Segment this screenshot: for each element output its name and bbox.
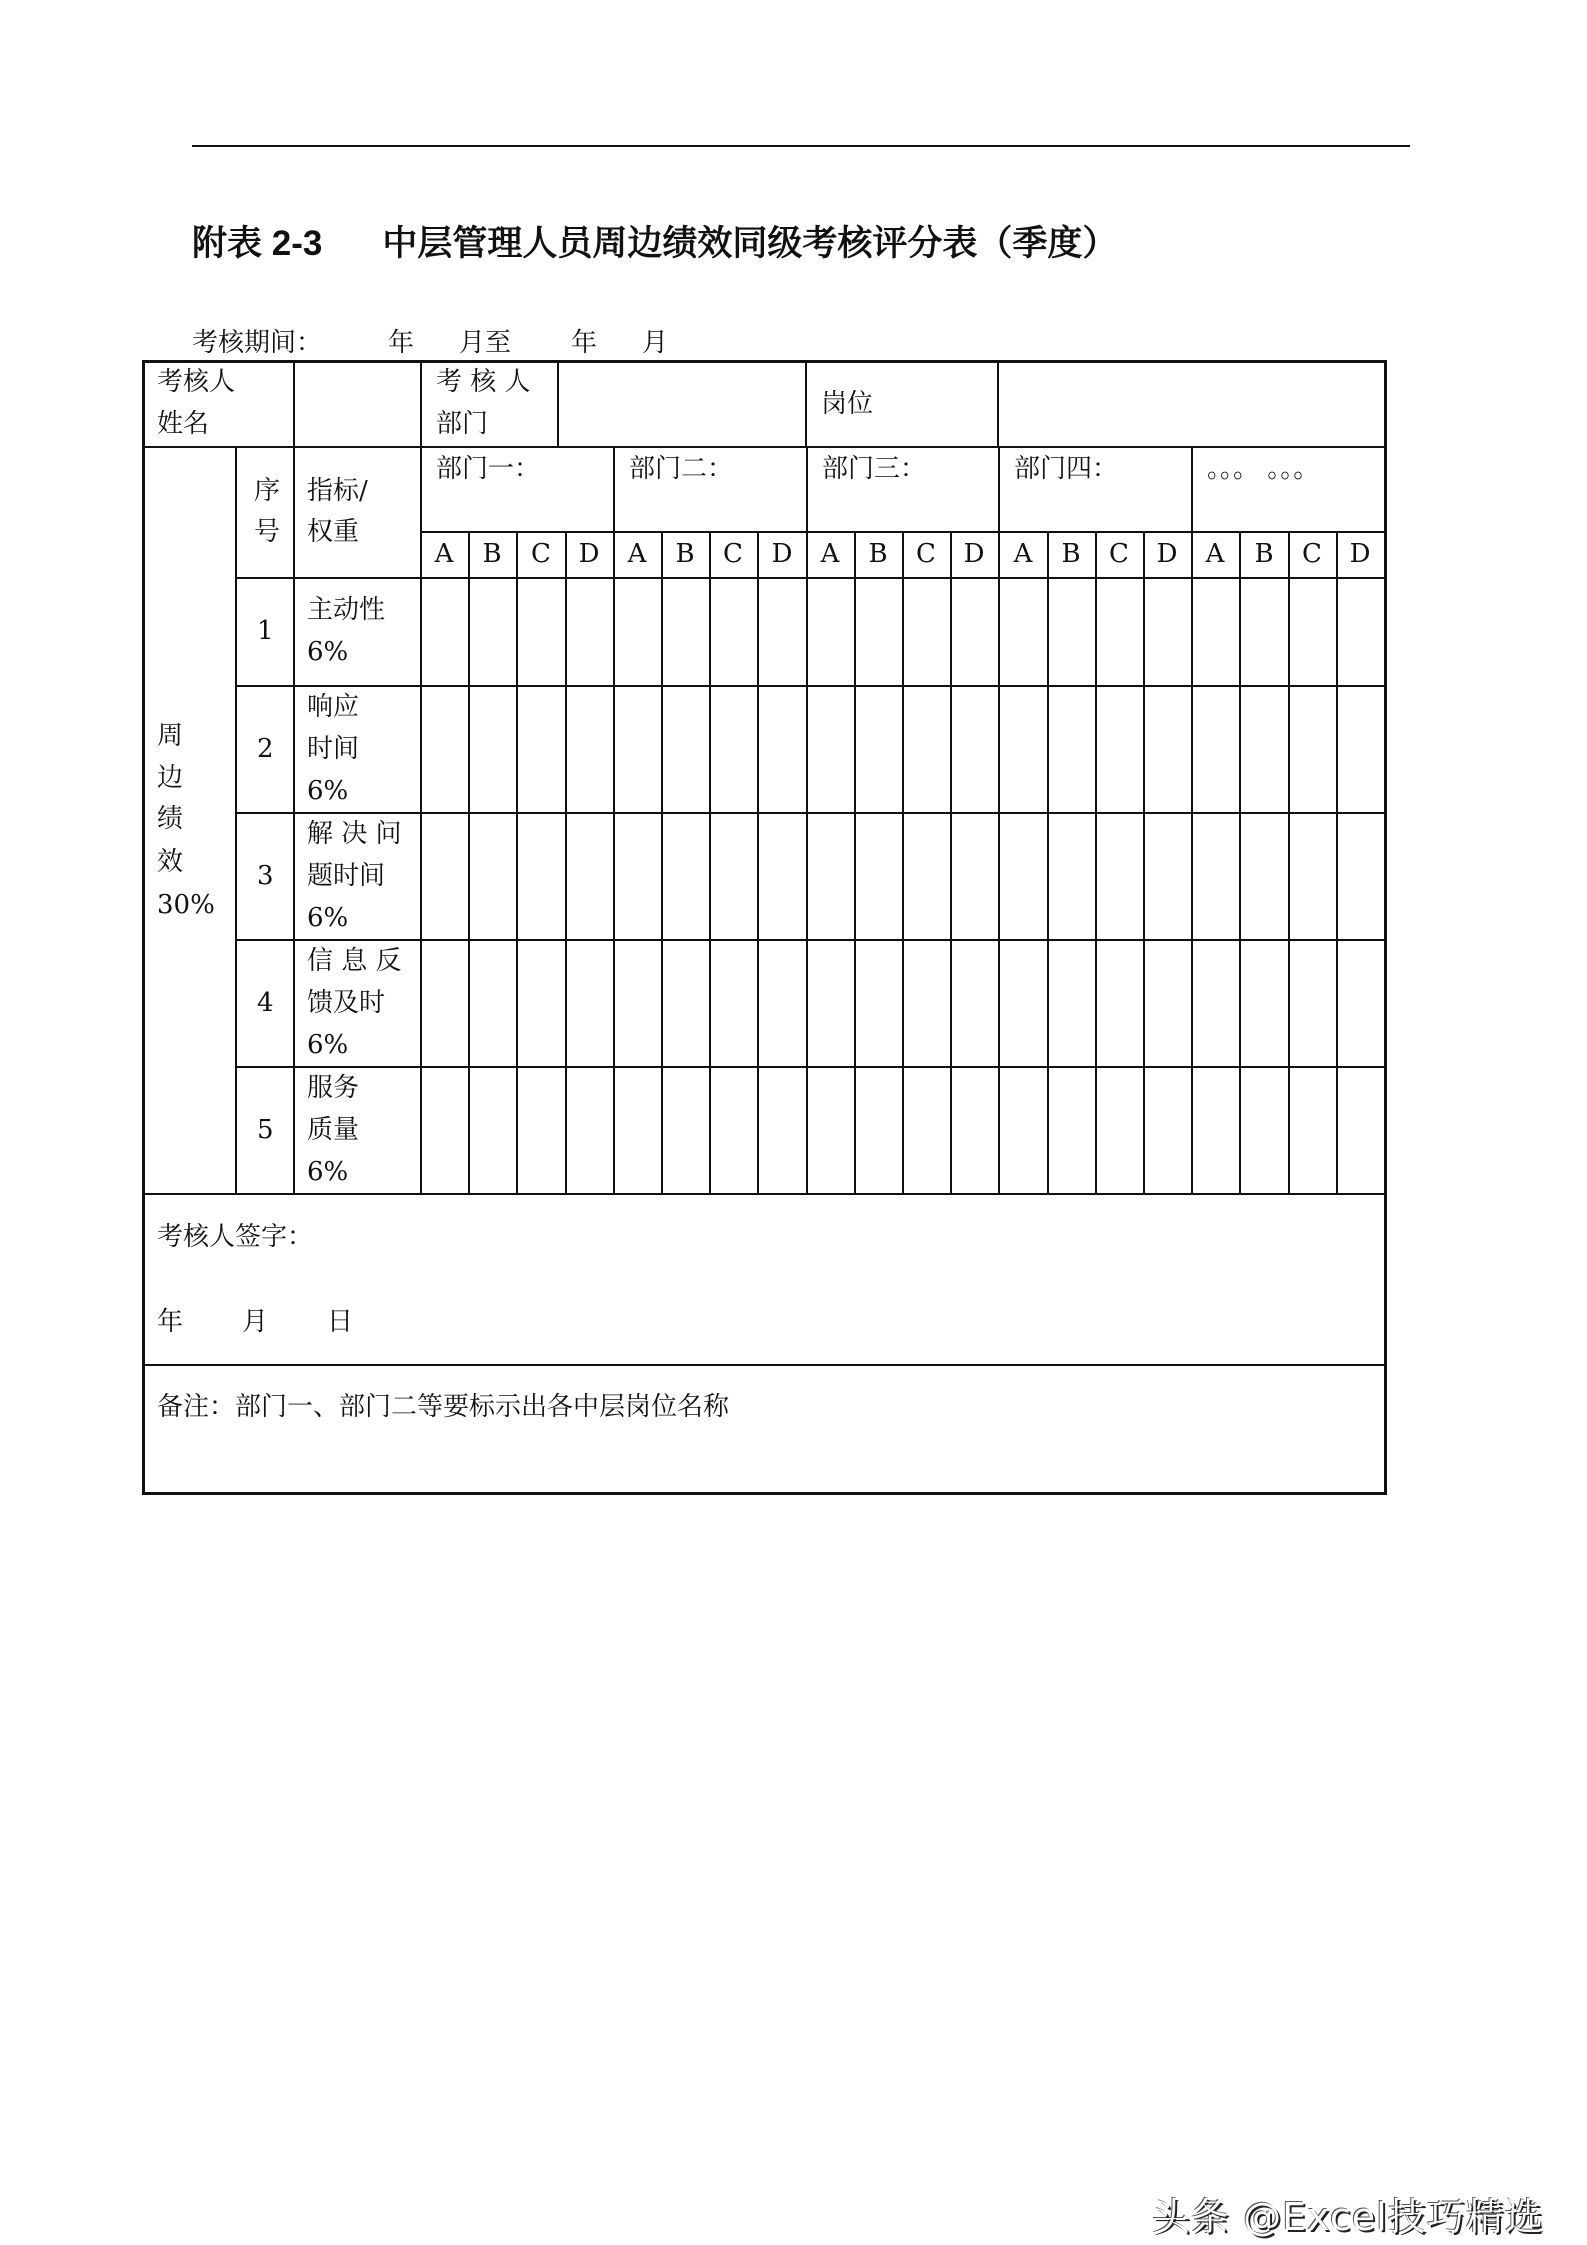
grade-header: B: [868, 539, 888, 569]
score-cell[interactable]: [1338, 687, 1383, 811]
department-header: 部门一：: [436, 454, 541, 484]
score-cell[interactable]: [952, 814, 997, 938]
score-cell[interactable]: [856, 579, 901, 684]
score-cell[interactable]: [615, 687, 660, 811]
remark-note: 备注：部门一、部门二等要标示出各中层岗位名称: [157, 1392, 730, 1422]
score-cell[interactable]: [759, 814, 804, 938]
score-cell[interactable]: [1145, 941, 1190, 1065]
score-cell[interactable]: [1049, 687, 1094, 811]
grade-header: C: [723, 539, 743, 569]
score-cell[interactable]: [1338, 814, 1383, 938]
signature-day: 日: [327, 1307, 354, 1337]
score-cell[interactable]: [1338, 941, 1383, 1065]
grade-header: A: [1013, 539, 1033, 569]
grade-header: C: [1109, 539, 1129, 569]
score-cell[interactable]: [856, 814, 901, 938]
indicator-name: 响应: [307, 691, 360, 722]
period-year-end: 年: [571, 328, 598, 358]
assessor-dept-label-2: 部门: [436, 409, 489, 439]
grade-header: A: [820, 539, 840, 569]
score-cell[interactable]: [1000, 1068, 1045, 1192]
grade-header: A: [1205, 539, 1225, 569]
seq-header-2: 号: [254, 517, 281, 547]
score-cell[interactable]: [904, 1068, 949, 1192]
indicator-name: 6%: [307, 1029, 349, 1060]
score-cell[interactable]: [952, 1068, 997, 1192]
score-cell[interactable]: [759, 1068, 804, 1192]
section-weight: 30%: [157, 890, 215, 920]
indicator-seq: 2: [257, 733, 274, 764]
indicator-name: 馈及时: [307, 987, 386, 1018]
score-cell[interactable]: [470, 687, 515, 811]
watermark: 头条 @Excel技巧精选: [1152, 2195, 1544, 2239]
score-cell[interactable]: [470, 814, 515, 938]
score-cell[interactable]: [952, 941, 997, 1065]
score-cell[interactable]: [808, 941, 853, 1065]
seq-header: 序: [254, 476, 281, 506]
score-cell[interactable]: [663, 687, 708, 811]
grid-line: [143, 1193, 1384, 1195]
indicator-name: 质量: [307, 1114, 360, 1145]
score-cell[interactable]: [615, 1068, 660, 1192]
indicator-name: 6%: [307, 637, 349, 667]
score-cell[interactable]: [759, 687, 804, 811]
grade-header: D: [963, 539, 985, 569]
indicator-name: 时间: [307, 733, 360, 764]
grid-line: [420, 361, 422, 446]
indicator-name: 6%: [307, 902, 349, 933]
score-cell[interactable]: [1193, 941, 1238, 1065]
score-cell[interactable]: [663, 941, 708, 1065]
score-cell[interactable]: [1049, 1068, 1094, 1192]
table-title: 中层管理人员周边绩效同级考核评分表（季度）: [382, 224, 1118, 263]
score-cell[interactable]: [1193, 1068, 1238, 1192]
grade-header: C: [916, 539, 936, 569]
score-cell[interactable]: [518, 1068, 563, 1192]
score-cell[interactable]: [422, 941, 467, 1065]
assessor-name-label-2: 姓名: [157, 409, 210, 439]
score-cell[interactable]: [904, 814, 949, 938]
score-cell[interactable]: [1241, 579, 1286, 684]
grade-header: B: [1061, 539, 1081, 569]
grade-header: B: [675, 539, 695, 569]
score-cell[interactable]: [615, 579, 660, 684]
score-cell[interactable]: [518, 941, 563, 1065]
score-cell[interactable]: [1145, 814, 1190, 938]
grade-header: A: [434, 539, 454, 569]
score-cell[interactable]: [952, 687, 997, 811]
grid-line: [805, 361, 807, 446]
score-cell[interactable]: [1338, 579, 1383, 684]
grid-line: [143, 446, 1384, 448]
score-cell[interactable]: [1193, 687, 1238, 811]
grade-header: B: [482, 539, 502, 569]
score-cell[interactable]: [1049, 941, 1094, 1065]
score-cell[interactable]: [567, 687, 612, 811]
score-cell[interactable]: [856, 941, 901, 1065]
score-cell[interactable]: [1290, 687, 1335, 811]
score-cell[interactable]: [1193, 579, 1238, 684]
indicator-name: 6%: [307, 1156, 349, 1187]
table-number: 附表 2-3: [192, 224, 323, 263]
score-cell[interactable]: [615, 941, 660, 1065]
grid-line: [143, 1364, 1384, 1366]
score-cell[interactable]: [663, 1068, 708, 1192]
grade-header: A: [627, 539, 647, 569]
department-header: 部门二：: [629, 454, 734, 484]
score-cell[interactable]: [1193, 814, 1238, 938]
indicator-header: 指标/: [307, 476, 368, 506]
header-rule: [192, 145, 1410, 147]
score-cell[interactable]: [518, 687, 563, 811]
score-cell[interactable]: [470, 579, 515, 684]
indicator-seq: 4: [257, 987, 274, 1018]
position-field[interactable]: [999, 364, 1379, 444]
signature-month: 月: [242, 1307, 269, 1337]
period-year-start: 年: [388, 328, 415, 358]
page-title: [192, 216, 1177, 266]
score-cell[interactable]: [1290, 579, 1335, 684]
indicator-name: 6%: [307, 775, 349, 806]
score-cell[interactable]: [1097, 941, 1142, 1065]
score-cell[interactable]: [1049, 579, 1094, 684]
indicator-name: 服务: [307, 1072, 360, 1103]
score-cell[interactable]: [1145, 1068, 1190, 1192]
score-cell[interactable]: [1241, 1068, 1286, 1192]
score-cell[interactable]: [711, 687, 756, 811]
score-cell[interactable]: [904, 579, 949, 684]
assessor-dept-label: 考 核 人: [436, 367, 531, 397]
score-cell[interactable]: [711, 1068, 756, 1192]
score-cell[interactable]: [1145, 579, 1190, 684]
score-cell[interactable]: [1097, 814, 1142, 938]
score-cell[interactable]: [808, 687, 853, 811]
grade-header: D: [578, 539, 600, 569]
score-cell[interactable]: [904, 941, 949, 1065]
grade-header: D: [771, 539, 793, 569]
score-cell[interactable]: [759, 941, 804, 1065]
score-cell[interactable]: [1097, 579, 1142, 684]
score-cell[interactable]: [422, 1068, 467, 1192]
score-cell[interactable]: [904, 687, 949, 811]
score-cell[interactable]: [518, 579, 563, 684]
score-cell[interactable]: [711, 814, 756, 938]
score-cell[interactable]: [1000, 579, 1045, 684]
score-cell[interactable]: [808, 814, 853, 938]
score-cell[interactable]: [1241, 687, 1286, 811]
indicator-seq: 3: [257, 860, 274, 891]
score-cell[interactable]: [567, 814, 612, 938]
grade-header: D: [1156, 539, 1178, 569]
period-month-start: 月至: [459, 328, 512, 358]
period-label: 考核期间：: [192, 328, 323, 358]
score-cell[interactable]: [808, 1068, 853, 1192]
score-cell[interactable]: [567, 579, 612, 684]
signature-label: 考核人签字：: [157, 1222, 314, 1252]
score-cell[interactable]: [422, 687, 467, 811]
score-cell[interactable]: [422, 579, 467, 684]
score-cell[interactable]: [1338, 1068, 1383, 1192]
score-cell[interactable]: [470, 941, 515, 1065]
indicator-seq: 1: [257, 616, 274, 646]
score-cell[interactable]: [1097, 1068, 1142, 1192]
score-cell[interactable]: [663, 814, 708, 938]
grade-header: B: [1254, 539, 1274, 569]
score-cell[interactable]: [1290, 814, 1335, 938]
score-cell[interactable]: [567, 941, 612, 1065]
score-cell[interactable]: [1241, 814, 1286, 938]
grade-header: C: [1302, 539, 1322, 569]
position-label: 岗位: [821, 389, 874, 419]
score-cell[interactable]: [1290, 941, 1335, 1065]
score-cell[interactable]: [1049, 814, 1094, 938]
score-cell[interactable]: [856, 1068, 901, 1192]
section-label: 边: [157, 763, 184, 793]
score-cell[interactable]: [470, 1068, 515, 1192]
period-month-end: 月: [642, 328, 669, 358]
score-cell[interactable]: [711, 579, 756, 684]
section-label: 绩: [157, 804, 184, 834]
score-cell[interactable]: [518, 814, 563, 938]
score-cell[interactable]: [1145, 687, 1190, 811]
score-cell[interactable]: [952, 579, 997, 684]
score-cell[interactable]: [856, 687, 901, 811]
score-cell[interactable]: [615, 814, 660, 938]
weight-header: 权重: [307, 517, 360, 547]
indicator-name: 信 息 反: [307, 945, 402, 976]
assessor-name-field[interactable]: [295, 364, 417, 444]
score-cell[interactable]: [1000, 687, 1045, 811]
assessor-dept-field[interactable]: [559, 364, 803, 444]
grid-line: [293, 446, 295, 1193]
assessor-name-label: 考核人: [157, 367, 236, 397]
indicator-seq: 5: [257, 1114, 274, 1145]
indicator-name: 解 决 问: [307, 818, 402, 849]
score-cell[interactable]: [422, 814, 467, 938]
indicator-name: 主动性: [307, 595, 386, 625]
score-cell[interactable]: [808, 579, 853, 684]
indicator-name: 题时间: [307, 860, 386, 891]
score-cell[interactable]: [663, 579, 708, 684]
grid-line: [235, 446, 237, 1193]
score-cell[interactable]: [1097, 687, 1142, 811]
score-cell[interactable]: [711, 941, 756, 1065]
department-header: 部门四：: [1014, 454, 1119, 484]
score-cell[interactable]: [1290, 1068, 1335, 1192]
section-label: 效: [157, 847, 184, 877]
department-header: 部门三：: [822, 454, 927, 484]
score-cell[interactable]: [759, 579, 804, 684]
grade-header: D: [1349, 539, 1371, 569]
score-cell[interactable]: [1241, 941, 1286, 1065]
section-label: 周: [157, 721, 184, 751]
department-header: 。。。 。。。: [1207, 454, 1320, 484]
grade-header: C: [531, 539, 551, 569]
signature-year: 年: [157, 1307, 184, 1337]
score-cell[interactable]: [1000, 814, 1045, 938]
score-cell[interactable]: [567, 1068, 612, 1192]
score-cell[interactable]: [1000, 941, 1045, 1065]
